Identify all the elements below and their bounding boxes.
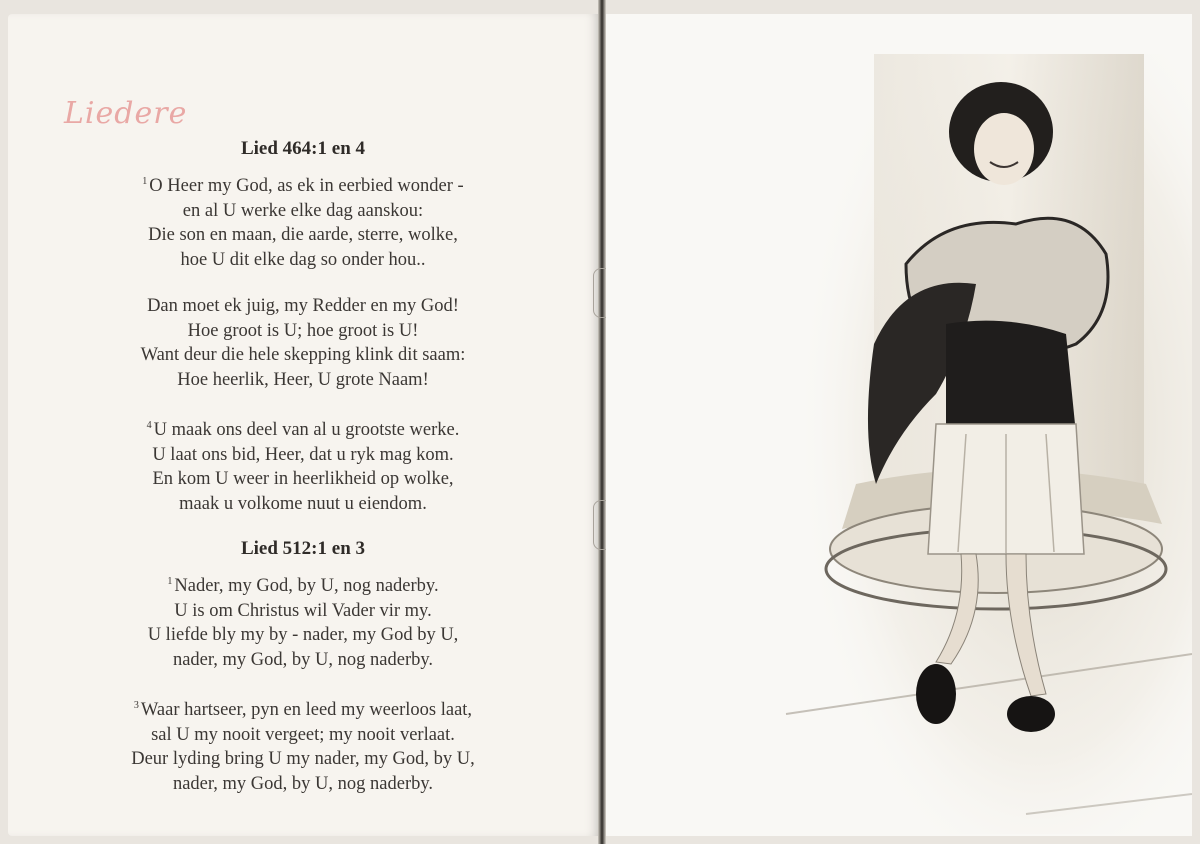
verse-line: U is om Christus wil Vader vir my.: [174, 600, 432, 621]
verse-line: Want deur die hele skepping klink dit saam:: [140, 345, 466, 366]
verse-number: 4: [146, 420, 152, 432]
verse-number: 1: [167, 576, 173, 587]
left-page: [8, 14, 598, 836]
verse-line: Hoe groot is U; hoe groot is U!: [187, 320, 419, 341]
verse-line: Waar hartseer, pyn en leed my weerloos laat,: [140, 700, 473, 721]
verse-line: Dan moet ek juig, my Redder en my God!: [147, 296, 459, 317]
verse-line: Hoe heerlik, Heer, U grote Naam!: [177, 369, 429, 390]
verse: [8, 570, 598, 672]
verse-line: Die son en maan, die aarde, sterre, wolke,: [148, 225, 458, 246]
verse-line: sal U my nooit vergeet; my nooit verlaat.: [151, 724, 455, 745]
verse: [8, 294, 598, 392]
verse-line: en al U werke elke dag aanskou:: [182, 200, 424, 221]
verse-line: O Heer my God, as ek in eerbied wonder -: [149, 176, 464, 197]
verse-line: U laat ons bid, Heer, dat u ryk mag kom.: [152, 444, 454, 465]
verse-line: U liefde bly my by - nader, my God by U,: [147, 625, 459, 646]
verse-line: Nader, my God, by U, nog naderby.: [174, 576, 439, 597]
song-2: [8, 538, 598, 818]
song-1: [8, 138, 598, 538]
song-title: Lied 464:1 en 4: [240, 138, 366, 159]
song-title: Lied 512:1 en 3: [240, 538, 366, 559]
verse-line: Deur lyding bring U my nader, my God, by U,: [131, 749, 475, 770]
verse-line: nader, my God, by U, nog naderby.: [172, 649, 434, 670]
right-page: [606, 14, 1192, 836]
verse-line: En kom U weer in heerlikheid op wolke,: [152, 469, 454, 490]
vintage-photo-woman: [606, 14, 1192, 836]
verse-number: 1: [142, 176, 148, 187]
verse-line: U maak ons deel van al u grootste werke.: [153, 420, 460, 441]
section-heading: Liedere: [64, 96, 188, 131]
verse-number: 3: [133, 700, 139, 712]
verse-line: maak u volkome nuut u eiendom.: [179, 493, 427, 514]
verse: [8, 170, 598, 272]
verse-line: nader, my God, by U, nog naderby.: [172, 773, 434, 794]
verse: [8, 694, 598, 796]
verse-line: hoe U dit elke dag so onder hou..: [180, 249, 426, 270]
book-gutter: [598, 0, 606, 844]
verse: [8, 414, 598, 516]
